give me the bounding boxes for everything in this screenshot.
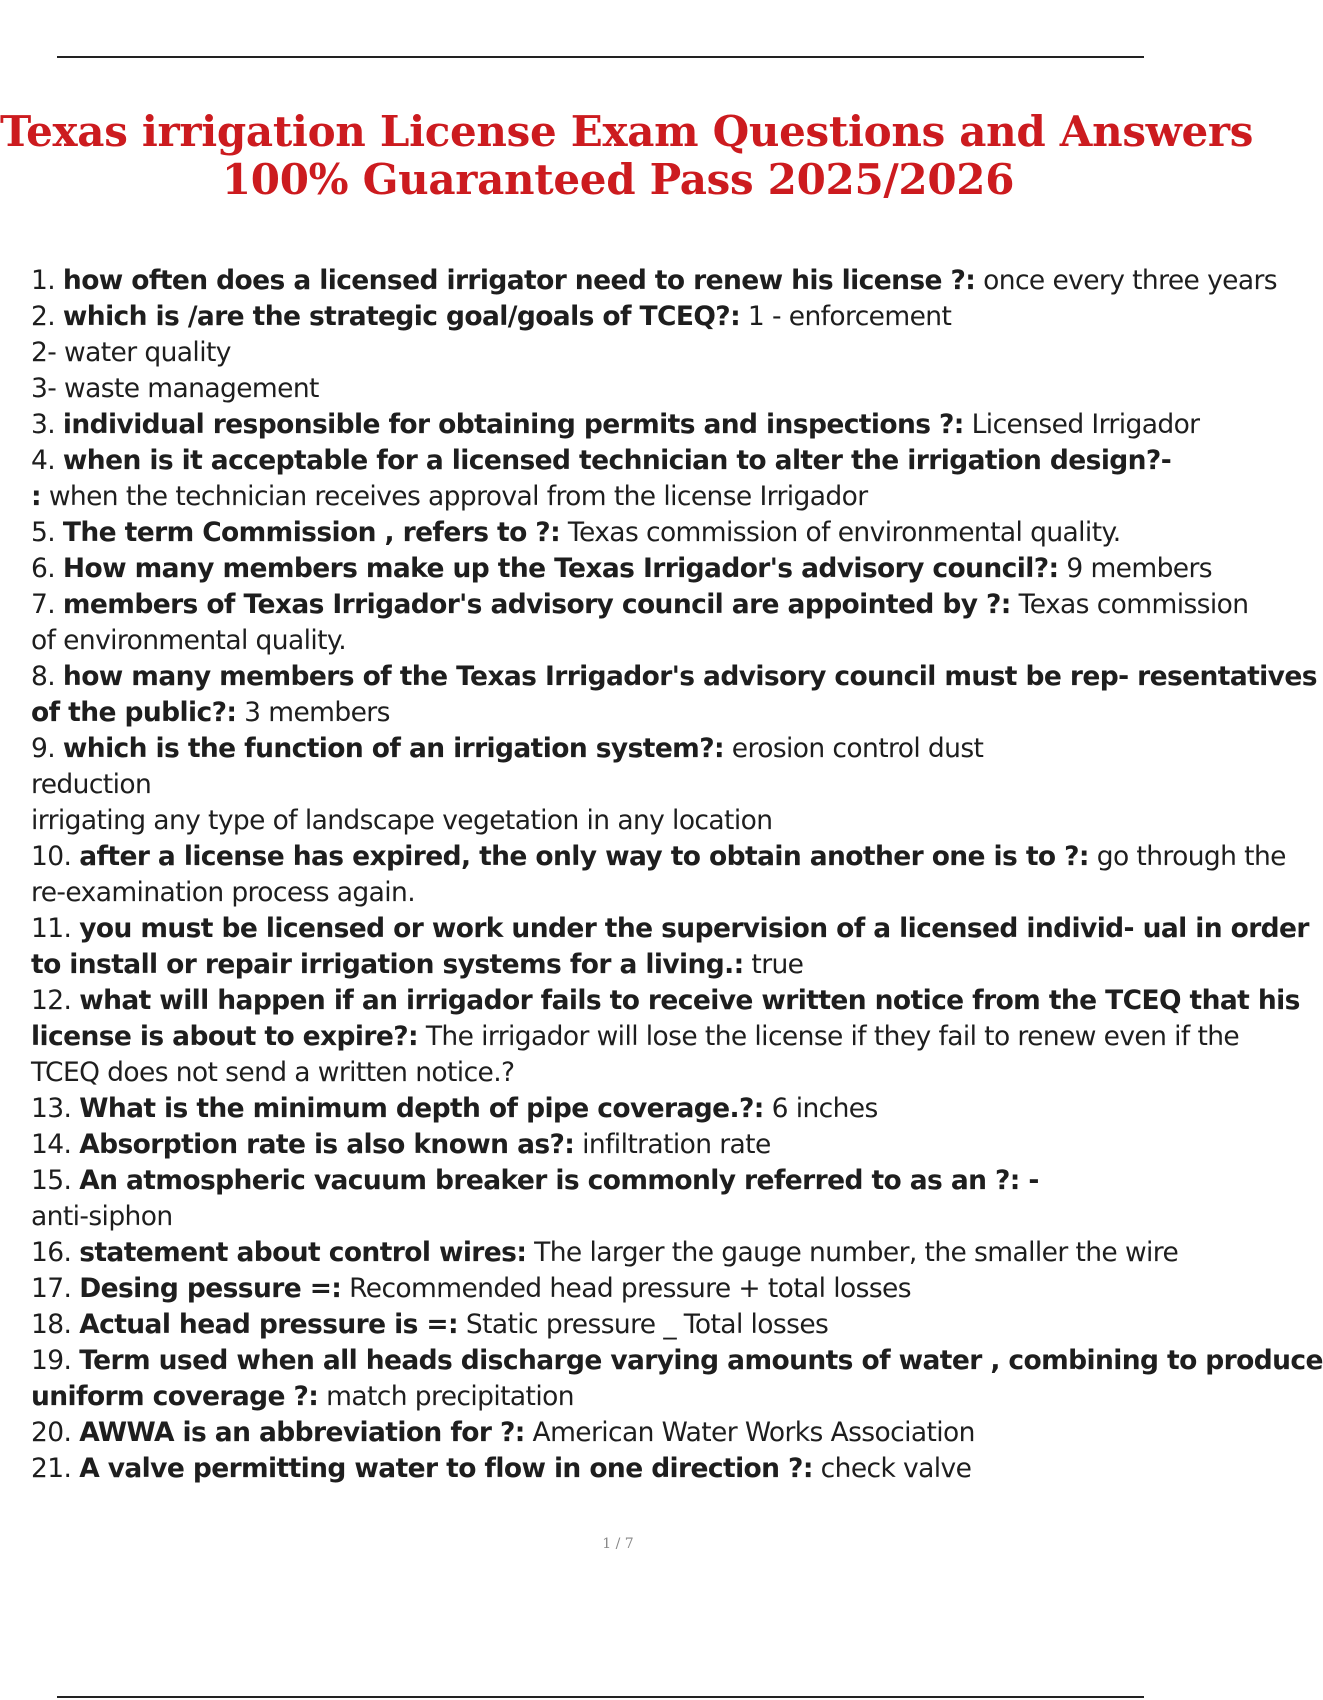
answer-text: anti-siphon: [31, 1201, 173, 1232]
qa-line: [31, 1091, 1191, 1127]
question-text: What is the minimum depth of pipe coverage.?:: [79, 1093, 764, 1124]
answer-text: of environmental quality.: [31, 625, 347, 656]
question-number: 13.: [31, 1093, 72, 1124]
question-number: 12.: [31, 985, 72, 1016]
question-number: 1.: [31, 265, 56, 296]
answer-text: Static pressure _ Total losses: [458, 1309, 829, 1340]
title-line-1: Texas irrigation License Exam Questions and Answers: [0, 107, 1254, 156]
answer-text: TCEQ does not send a written notice.?: [31, 1057, 515, 1088]
qa-line: [31, 335, 1191, 371]
answer-text: 6 inches: [763, 1093, 878, 1124]
question-text: uniform coverage ?:: [31, 1381, 319, 1412]
answer-text: Licensed Irrigador: [963, 409, 1200, 440]
question-number: 20.: [31, 1417, 72, 1448]
top-rule: [57, 56, 1144, 58]
question-answer-list: [31, 263, 1323, 1487]
qa-line: [31, 623, 1191, 659]
answer-text: match precipitation: [318, 1381, 574, 1412]
answer-text: 3- waste management: [31, 373, 319, 404]
answer-text: irrigating any type of landscape vegetation in any location: [31, 805, 773, 836]
answer-text: go through the: [1088, 841, 1286, 872]
question-text: Term used when all heads discharge varying amounts of water , combining to produce: [79, 1345, 1323, 1376]
question-text: after a license has expired, the only way to obtain another one is to ?:: [79, 841, 1089, 872]
answer-text: re-examination process again.: [31, 877, 416, 908]
question-text: :: [31, 481, 41, 512]
qa-line: [31, 839, 1286, 875]
qa-line: [31, 1019, 1240, 1055]
question-text: what will happen if an irrigador fails to receive written notice from the TCEQ that his: [79, 985, 1300, 1016]
answer-text: check valve: [812, 1453, 972, 1484]
page-number: 1 / 7: [602, 1536, 634, 1552]
question-text: How many members make up the Texas Irrigador's advisory council?:: [62, 553, 1059, 584]
question-text: which is /are the strategic goal/goals of TCEQ?:: [62, 301, 741, 332]
qa-line: [31, 875, 1191, 911]
question-number: 19.: [31, 1345, 72, 1376]
answer-text: 9 members: [1058, 553, 1212, 584]
question-number: 8.: [31, 661, 56, 692]
answer-text: 1 - enforcement: [740, 301, 952, 332]
answer-text: erosion control dust: [723, 733, 984, 764]
qa-line: [31, 1163, 1191, 1199]
bottom-rule: [57, 1696, 1144, 1698]
question-text: AWWA is an abbreviation for ?:: [79, 1417, 525, 1448]
question-text: statement about control wires:: [79, 1237, 527, 1268]
qa-line: [31, 1451, 1191, 1487]
qa-line: [31, 911, 1309, 947]
question-number: 6.: [31, 553, 56, 584]
question-number: 16.: [31, 1237, 72, 1268]
question-number: 5.: [31, 517, 56, 548]
question-number: 17.: [31, 1273, 72, 1304]
question-text: of the public?:: [31, 697, 237, 728]
qa-line: [31, 1199, 1191, 1235]
qa-line: [31, 479, 1191, 515]
answer-text: The larger the gauge number, the smaller the wire: [526, 1237, 1179, 1268]
question-text: you must be licensed or work under the supervision of a licensed individ- ual in order: [79, 913, 1309, 944]
qa-line: [31, 731, 1191, 767]
question-text: An atmospheric vacuum breaker is commonly referred to as an ?: -: [79, 1165, 1039, 1196]
question-number: 15.: [31, 1165, 72, 1196]
question-number: 7.: [31, 589, 56, 620]
qa-line: [31, 1271, 1191, 1307]
question-number: 18.: [31, 1309, 72, 1340]
qa-line: [31, 1055, 1191, 1091]
question-text: how often does a licensed irrigator need to renew his license ?:: [62, 265, 976, 296]
qa-line: [31, 1235, 1191, 1271]
question-number: 14.: [31, 1129, 72, 1160]
qa-line: [31, 551, 1212, 587]
qa-line: [31, 983, 1300, 1019]
question-text: Desing pessure =:: [79, 1273, 342, 1304]
answer-text: when the technician receives approval from the license Irrigador: [41, 481, 868, 512]
qa-line: [31, 1379, 1191, 1415]
answer-text: infiltration rate: [574, 1129, 771, 1160]
question-number: 2.: [31, 301, 56, 332]
question-text: to install or repair irrigation systems for a living.:: [31, 949, 744, 980]
question-text: members of Texas Irrigador's advisory council are appointed by ?:: [62, 589, 1011, 620]
qa-line: [31, 1127, 1191, 1163]
question-number: 10.: [31, 841, 72, 872]
answer-text: once every three years: [975, 265, 1277, 296]
qa-line: [31, 371, 1191, 407]
qa-line: [31, 443, 1191, 479]
question-text: license is about to expire?:: [31, 1021, 419, 1052]
question-text: how many members of the Texas Irrigador's advisory council must be rep- resentatives: [62, 661, 1317, 692]
question-text: The term Commission , refers to ?:: [62, 517, 561, 548]
qa-line: [31, 407, 1200, 443]
question-number: 4.: [31, 445, 56, 476]
document-title: [0, 107, 1254, 204]
question-text: which is the function of an irrigation system?:: [62, 733, 724, 764]
question-text: Absorption rate is also known as?:: [79, 1129, 575, 1160]
question-text: A valve permitting water to flow in one direction ?:: [79, 1453, 813, 1484]
qa-line: [31, 1415, 1191, 1451]
qa-line: [31, 299, 1191, 335]
question-number: 11.: [31, 913, 72, 944]
answer-text: The irrigador will lose the license if they fail to renew even if the: [418, 1021, 1240, 1052]
question-number: 21.: [31, 1453, 72, 1484]
qa-line: [31, 947, 1191, 983]
answer-text: true: [743, 949, 804, 980]
question-text: individual responsible for obtaining permits and inspections ?:: [62, 409, 964, 440]
question-text: when is it acceptable for a licensed technician to alter the irrigation design?-: [62, 445, 1172, 476]
qa-line: [31, 1307, 1191, 1343]
title-line-2: 100% Guaranteed Pass 2025/2026: [221, 155, 1015, 204]
answer-text: Texas commission of environmental quality.: [560, 517, 1121, 548]
answer-text: American Water Works Association: [524, 1417, 975, 1448]
answer-text: Recommended head pressure + total losses: [341, 1273, 911, 1304]
qa-line: [31, 695, 1191, 731]
answer-text: 2- water quality: [31, 337, 231, 368]
qa-line: [31, 515, 1191, 551]
answer-text: 3 members: [236, 697, 390, 728]
qa-line: [31, 659, 1317, 695]
qa-line: [31, 263, 1277, 299]
question-number: 3.: [31, 409, 56, 440]
qa-line: [31, 1343, 1323, 1379]
qa-line: [31, 587, 1249, 623]
answer-text: reduction: [31, 769, 152, 800]
qa-line: [31, 767, 1191, 803]
question-number: 9.: [31, 733, 56, 764]
question-text: Actual head pressure is =:: [79, 1309, 459, 1340]
qa-line: [31, 803, 1191, 839]
answer-text: Texas commission: [1010, 589, 1249, 620]
